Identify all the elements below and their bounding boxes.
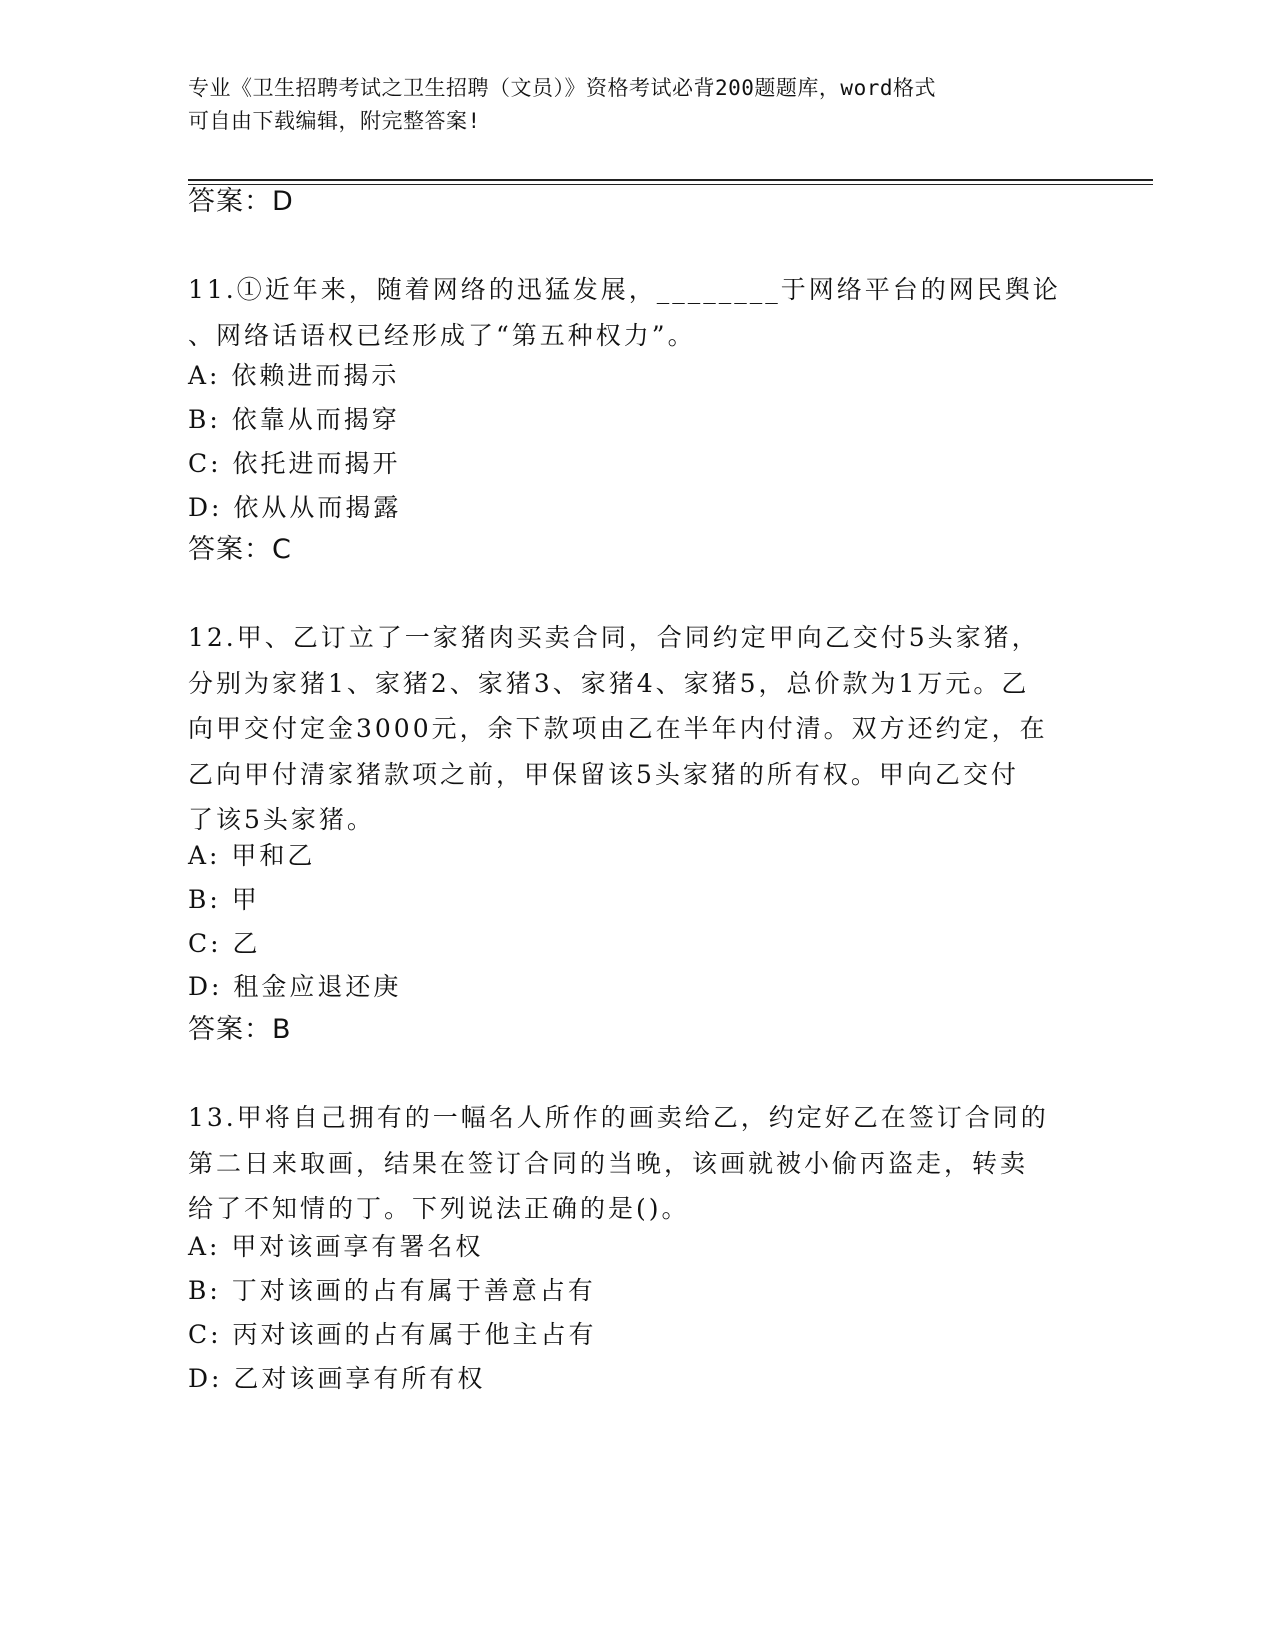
question-13-option-c: C: 丙对该画的占有属于他主占有 [188,1320,597,1349]
question-13-option-d: D: 乙对该画享有所有权 [188,1364,486,1393]
question-12-text [188,615,1088,843]
answer-q12: 答案：B [188,1014,292,1045]
question-11-option-b: B: 依靠从而揭穿 [188,405,400,434]
question-11-option-c: C: 依托进而揭开 [188,449,401,478]
question-13-line-1: 13.甲将自己拥有的一幅名人所作的画卖给乙，约定好乙在签订合同的 [188,1103,1049,1132]
question-13-line-2: 第二日来取画，结果在签订合同的当晚，该画就被小偷丙盗走，转卖 [188,1148,1029,1178]
question-11-option-d: D: 依从从而揭露 [188,493,402,522]
question-12-option-c: C: 乙 [188,929,261,958]
header-divider-thick [188,179,1153,181]
question-13-option-b: B: 丁对该画的占有属于善意占有 [188,1276,596,1305]
header-line-1: 专业《卫生招聘考试之卫生招聘（文员）》资格考试必背200题题库，word格式 [188,76,936,100]
question-12-line-4: 乙向甲付清家猪款项之前，甲保留该5头家猪的所有权。甲向乙交付 [188,759,1019,789]
question-11-line-2: 、网络话语权已经形成了“第五种权力”。 [188,320,696,350]
document-header [188,72,1068,138]
question-13-option-a: A: 甲对该画享有署名权 [188,1232,484,1261]
question-12-option-b: B: 甲 [188,885,260,914]
answer-q10: 答案：D [188,186,294,217]
answer-q11: 答案：C [188,534,292,565]
header-divider-thin [188,184,1153,185]
question-12-line-2: 分别为家猪1、家猪2、家猪3、家猪4、家猪5，总价款为1万元。乙 [188,668,1030,698]
question-11-option-a: A: 依赖进而揭示 [188,361,400,390]
question-12-line-1: 12.甲、乙订立了一家猪肉买卖合同，合同约定甲向乙交付5头家猪， [188,623,1040,652]
header-line-2: 可自由下载编辑，附完整答案! [188,109,481,133]
question-12-line-3: 向甲交付定金3000元，余下款项由乙在半年内付清。双方还约定，在 [188,714,1048,743]
question-11-text [188,267,1088,358]
question-12-option-d: D: 租金应退还庚 [188,972,402,1001]
question-13-line-3: 给了不知情的丁。下列说法正确的是()。 [188,1194,690,1223]
question-11-line-1: 11.①近年来，随着网络的迅猛发展，________于网络平台的网民舆论 [188,275,1061,304]
question-12-option-a: A: 甲和乙 [188,841,316,870]
question-13-text [188,1095,1088,1232]
question-12-line-5: 了该5头家猪。 [188,805,375,834]
